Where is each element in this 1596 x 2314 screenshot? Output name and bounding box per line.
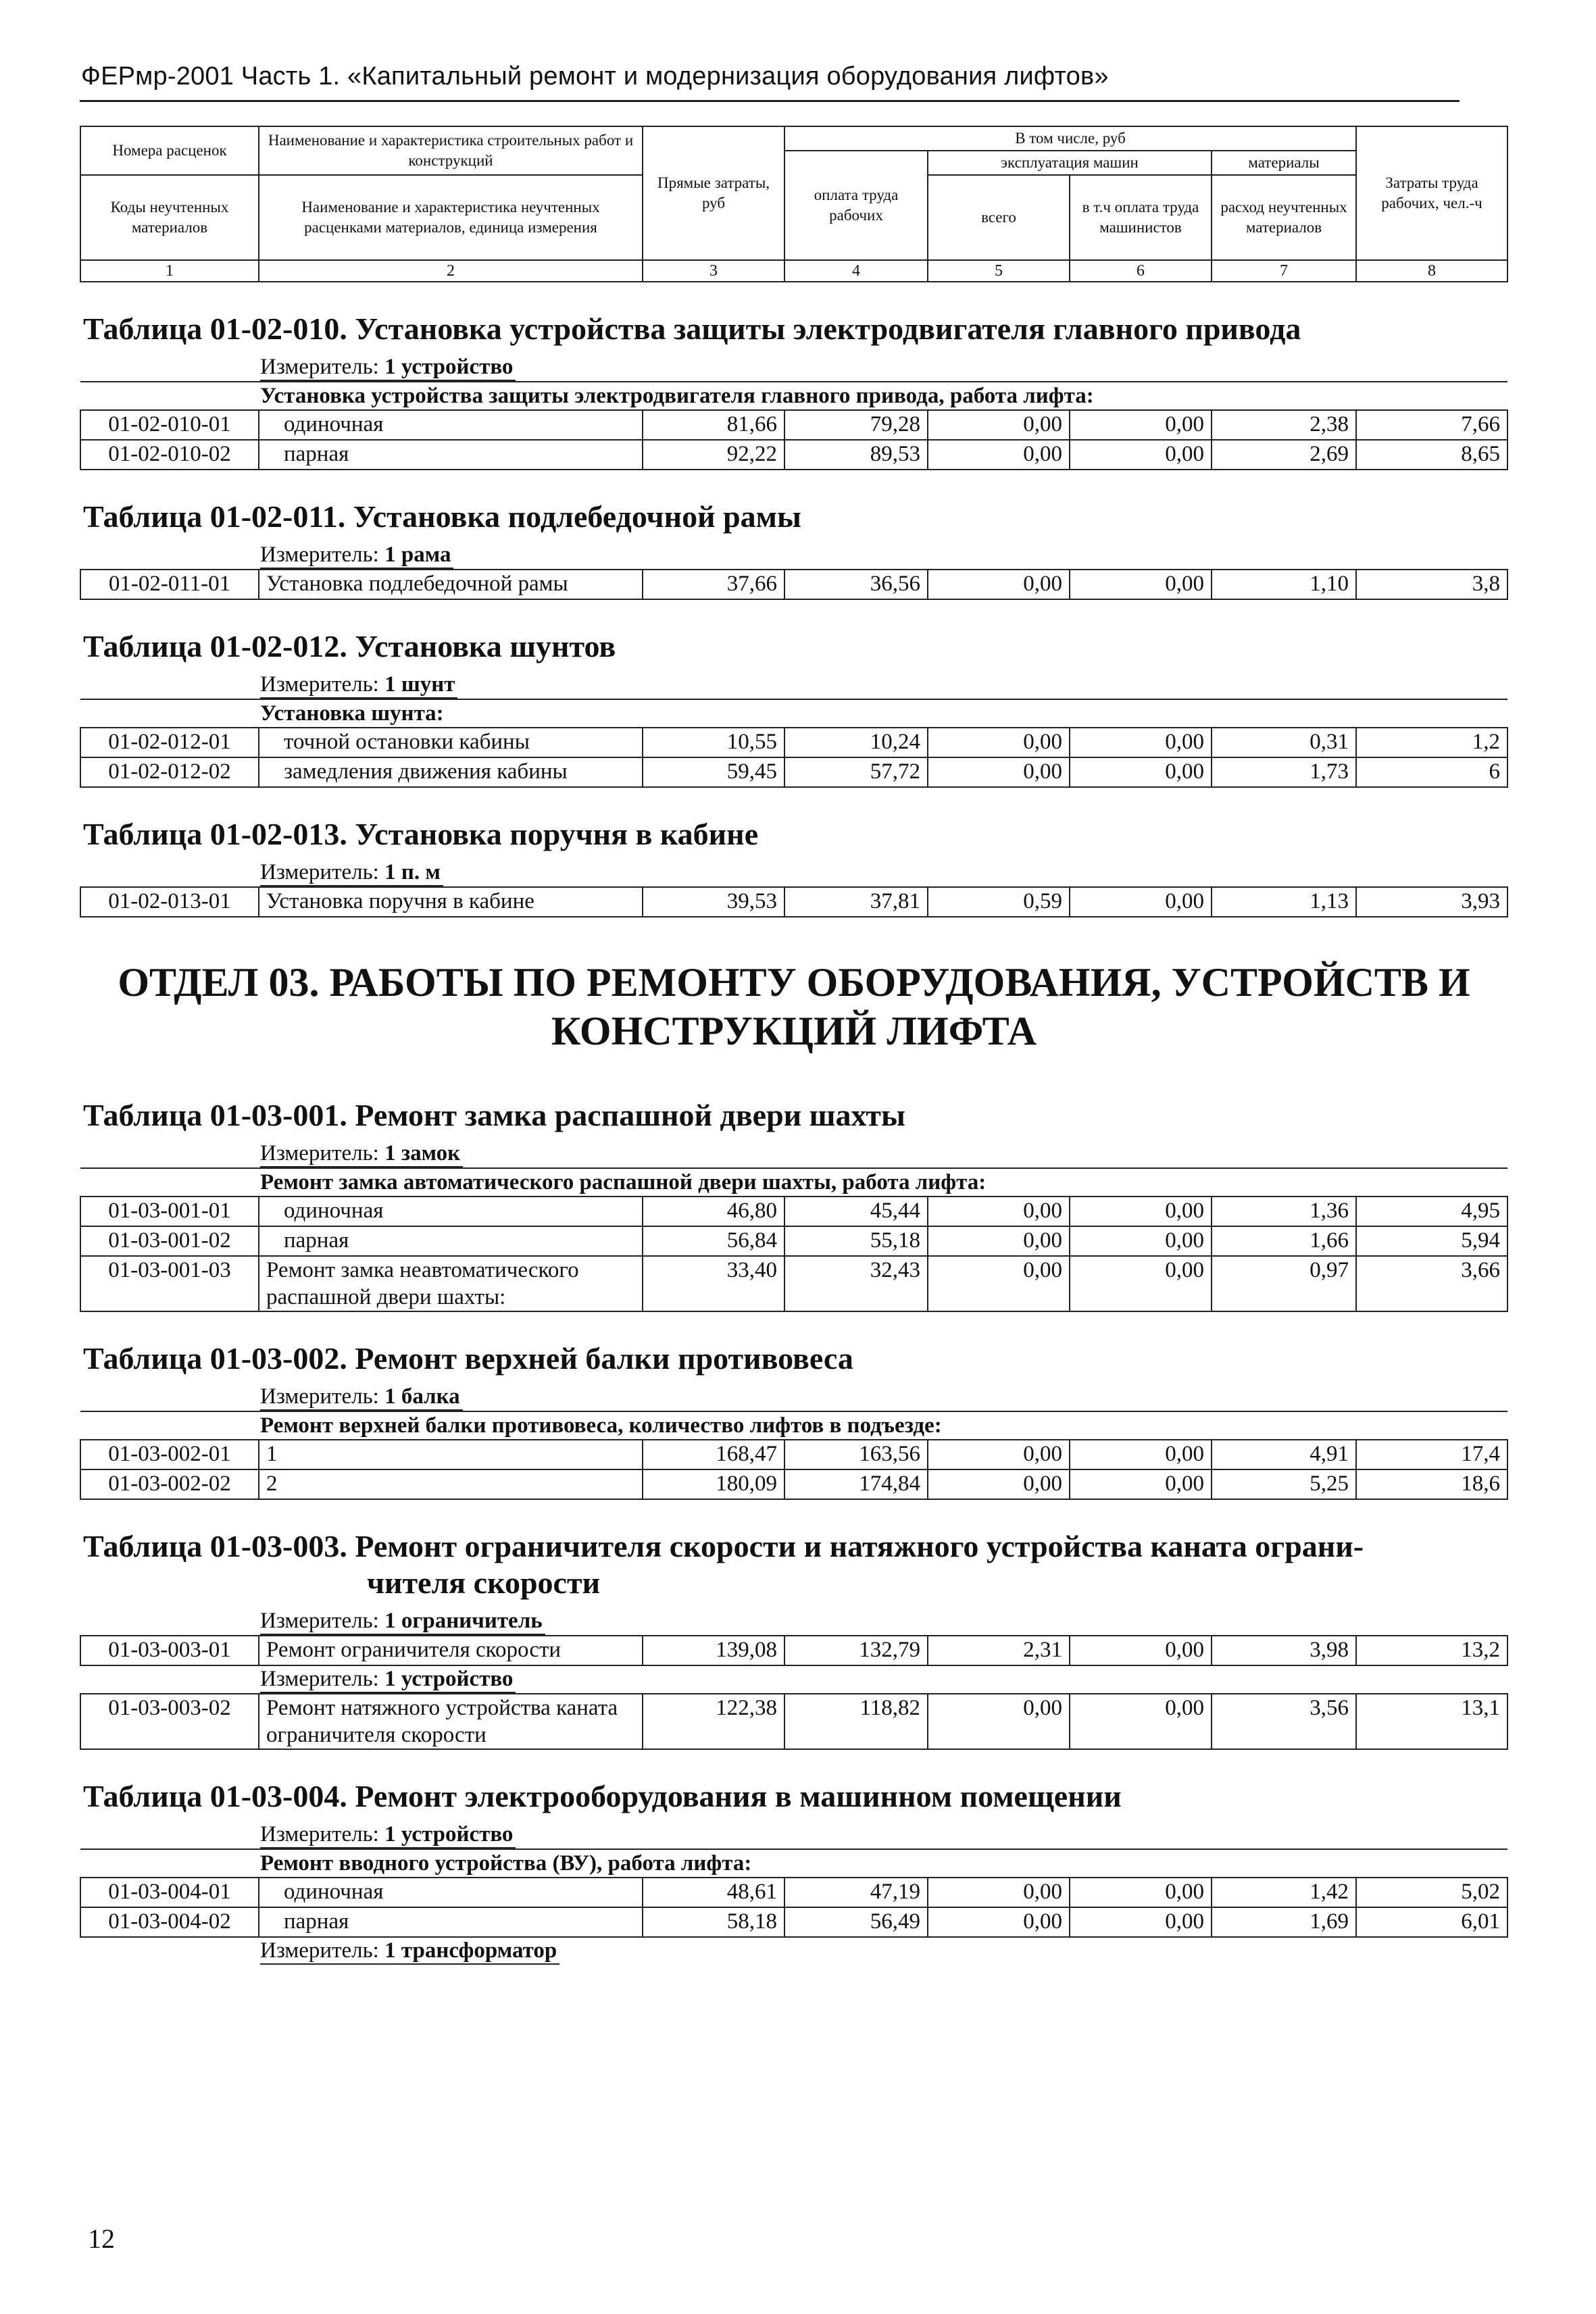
rate-code: 01-03-002-02 — [80, 1469, 259, 1499]
rate-name: парная — [259, 1226, 643, 1256]
direct-cost: 180,09 — [643, 1469, 784, 1499]
labor-hours: 3,93 — [1356, 887, 1507, 917]
machines-cost: 0,59 — [928, 887, 1070, 917]
wages-cost: 57,72 — [784, 757, 928, 787]
machines-cost: 0,00 — [928, 1694, 1070, 1749]
machines-cost: 0,00 — [928, 1226, 1070, 1256]
group-label: Ремонт верхней балки противовеса, количество лифтов в подъезде: — [80, 1411, 1507, 1440]
unit-cell — [80, 1821, 1507, 1849]
document-body — [80, 126, 1507, 1965]
table-row — [80, 1878, 1507, 1907]
machines-cost: 0,00 — [928, 1440, 1070, 1469]
machinist-wages: 0,00 — [1070, 1197, 1212, 1226]
unit-line — [260, 1140, 463, 1167]
group-label: Ремонт замка автоматического распашной двери шахты, работа лифта: — [80, 1168, 1507, 1197]
labor-hours: 8,65 — [1356, 440, 1507, 470]
department-row — [80, 917, 1507, 1069]
labor-hours: 6,01 — [1356, 1907, 1507, 1937]
col-materials-use: расход неучтенных материалов — [1212, 175, 1356, 260]
table-title-text: Таблица 01-03-001. Ремонт замка распашной двери шахты — [83, 1098, 905, 1132]
group-row — [80, 1168, 1507, 1197]
col-number: 7 — [1212, 260, 1356, 282]
unit-cell — [80, 1937, 1507, 1965]
materials-use: 3,98 — [1212, 1636, 1356, 1665]
rate-code: 01-03-001-01 — [80, 1197, 259, 1226]
machinist-wages: 0,00 — [1070, 570, 1212, 599]
rate-name: 1 — [259, 1440, 643, 1469]
unit-cell — [80, 542, 1507, 570]
rate-code: 01-03-004-02 — [80, 1907, 259, 1937]
machines-cost: 0,00 — [928, 410, 1070, 440]
table-title-row — [80, 1749, 1507, 1821]
labor-hours: 7,66 — [1356, 410, 1507, 440]
group-label: Ремонт вводного устройства (ВУ), работа лифта: — [80, 1849, 1507, 1878]
direct-cost: 81,66 — [643, 410, 784, 440]
direct-cost: 122,38 — [643, 1694, 784, 1749]
table-row — [80, 1636, 1507, 1665]
machines-cost: 2,31 — [928, 1636, 1070, 1665]
col-labor: Затраты труда рабочих, чел.-ч — [1356, 126, 1507, 260]
unit-cell — [80, 672, 1507, 699]
rate-name: Ремонт натяжного устройства каната ограничителя скорости — [259, 1694, 643, 1749]
unit-cell — [80, 1140, 1507, 1168]
unit-value: 1 замок — [384, 1141, 461, 1165]
machines-cost: 0,00 — [928, 757, 1070, 787]
col-incl: В том числе, руб — [784, 126, 1356, 151]
col-number: 6 — [1070, 260, 1212, 282]
unit-line — [260, 1938, 559, 1965]
col-number: 3 — [643, 260, 784, 282]
direct-cost: 59,45 — [643, 757, 784, 787]
machines-cost: 0,00 — [928, 1907, 1070, 1937]
table-title-row — [80, 1311, 1507, 1384]
table-row — [80, 1256, 1507, 1311]
rate-code: 01-03-003-02 — [80, 1694, 259, 1749]
direct-cost: 10,55 — [643, 728, 784, 757]
header-rule — [80, 100, 1460, 102]
wages-cost: 174,84 — [784, 1469, 928, 1499]
table-title-text: Таблица 01-02-012. Установка шунтов — [83, 629, 616, 663]
col-materials: материалы — [1212, 151, 1356, 175]
column-numbers — [80, 260, 1507, 282]
unit-value: 1 рама — [384, 543, 451, 567]
unit-value: 1 п. м — [384, 860, 441, 884]
wages-cost: 10,24 — [784, 728, 928, 757]
unit-label: Измеритель: — [260, 1384, 379, 1409]
rate-code: 01-03-001-03 — [80, 1256, 259, 1311]
rate-name: Ремонт ограничителя скорости — [259, 1636, 643, 1665]
unit-row — [80, 542, 1507, 570]
direct-cost: 168,47 — [643, 1440, 784, 1469]
rate-name: Установка подлебедочной рамы — [259, 570, 643, 599]
rate-name: 2 — [259, 1469, 643, 1499]
wages-cost: 118,82 — [784, 1694, 928, 1749]
direct-cost: 39,53 — [643, 887, 784, 917]
page-number: 12 — [88, 2223, 115, 2254]
machinist-wages: 0,00 — [1070, 1878, 1212, 1907]
machinist-wages: 0,00 — [1070, 1469, 1212, 1499]
table-title — [80, 787, 1507, 859]
rates-table — [80, 126, 1508, 1965]
unit-line — [260, 1821, 516, 1848]
machines-cost: 0,00 — [928, 728, 1070, 757]
unit-line — [260, 672, 457, 699]
unit-label: Измеритель: — [260, 1609, 379, 1633]
labor-hours: 6 — [1356, 757, 1507, 787]
unit-line — [260, 542, 453, 569]
running-title: ФЕРмр-2001 Часть 1. «Капитальный ремонт и модернизация оборудования лифтов» — [81, 62, 1109, 91]
table-title-text: Таблица 01-03-004. Ремонт электрооборудования в машинном помещении — [83, 1779, 1122, 1813]
table-title — [80, 470, 1507, 542]
rate-code: 01-03-004-01 — [80, 1878, 259, 1907]
materials-use: 2,69 — [1212, 440, 1356, 470]
table-row — [80, 1694, 1507, 1749]
wages-cost: 89,53 — [784, 440, 928, 470]
labor-hours: 13,2 — [1356, 1636, 1507, 1665]
rate-code: 01-02-010-01 — [80, 410, 259, 440]
materials-use: 1,69 — [1212, 1907, 1356, 1937]
rate-name: Установка поручня в кабине — [259, 887, 643, 917]
table-row — [80, 410, 1507, 440]
table-title-row — [80, 787, 1507, 859]
rate-code: 01-02-012-01 — [80, 728, 259, 757]
wages-cost: 32,43 — [784, 1256, 928, 1311]
table-title — [80, 1069, 1507, 1140]
unit-row — [80, 672, 1507, 699]
unit-row — [80, 859, 1507, 887]
rate-code: 01-02-012-02 — [80, 757, 259, 787]
table-title-text: Таблица 01-02-011. Установка подлебедочной рамы — [83, 499, 801, 534]
unit-row — [80, 354, 1507, 382]
rate-name: парная — [259, 440, 643, 470]
rate-name: одиночная — [259, 1878, 643, 1907]
rate-name: одиночная — [259, 1197, 643, 1226]
table-title-row — [80, 1499, 1507, 1608]
rate-code: 01-03-003-01 — [80, 1636, 259, 1665]
materials-use: 2,38 — [1212, 410, 1356, 440]
table-title — [80, 1311, 1507, 1384]
table-row — [80, 570, 1507, 599]
direct-cost: 139,08 — [643, 1636, 784, 1665]
rate-name: точной остановки кабины — [259, 728, 643, 757]
table-title — [80, 282, 1507, 354]
unit-cell — [80, 1608, 1507, 1636]
unit-label: Измеритель: — [260, 543, 379, 567]
direct-cost: 46,80 — [643, 1197, 784, 1226]
unit-label: Измеритель: — [260, 355, 379, 379]
table-row — [80, 1469, 1507, 1499]
group-row — [80, 699, 1507, 728]
col-machines-wages: в т.ч оплата труда машинистов — [1070, 175, 1212, 260]
table-row — [80, 887, 1507, 917]
rate-code: 01-02-013-01 — [80, 887, 259, 917]
unit-label: Измеритель: — [260, 672, 379, 697]
labor-hours: 3,8 — [1356, 570, 1507, 599]
rate-code: 01-03-001-02 — [80, 1226, 259, 1256]
machinist-wages: 0,00 — [1070, 410, 1212, 440]
machines-cost: 0,00 — [928, 1469, 1070, 1499]
rate-code: 01-03-002-01 — [80, 1440, 259, 1469]
unit-value: 1 трансформатор — [384, 1938, 557, 1963]
rate-code: 01-02-010-02 — [80, 440, 259, 470]
labor-hours: 5,94 — [1356, 1226, 1507, 1256]
unit-label: Измеритель: — [260, 1822, 379, 1846]
col-number: 5 — [928, 260, 1070, 282]
unit-value: 1 устройство — [384, 355, 514, 379]
group-row — [80, 1849, 1507, 1878]
table-row — [80, 1440, 1507, 1469]
unit-cell — [80, 1665, 1507, 1694]
table-row — [80, 1197, 1507, 1226]
table-row — [80, 728, 1507, 757]
group-label: Установка шунта: — [80, 699, 1507, 728]
machinist-wages: 0,00 — [1070, 887, 1212, 917]
materials-use: 0,97 — [1212, 1256, 1356, 1311]
table-title-text: Таблица 01-03-003. Ремонт ограничителя скорости и натяжного устройства каната ограни- — [83, 1529, 1364, 1563]
materials-use: 1,66 — [1212, 1226, 1356, 1256]
labor-hours: 4,95 — [1356, 1197, 1507, 1226]
materials-use: 4,91 — [1212, 1440, 1356, 1469]
machinist-wages: 0,00 — [1070, 728, 1212, 757]
machines-cost: 0,00 — [928, 1197, 1070, 1226]
col-machines-total: всего — [928, 175, 1070, 260]
rate-name: парная — [259, 1907, 643, 1937]
materials-use: 0,31 — [1212, 728, 1356, 757]
unit-line — [260, 859, 443, 886]
unit-row — [80, 1384, 1507, 1411]
machinist-wages: 0,00 — [1070, 1226, 1212, 1256]
wages-cost: 79,28 — [784, 410, 928, 440]
labor-hours: 5,02 — [1356, 1878, 1507, 1907]
direct-cost: 37,66 — [643, 570, 784, 599]
unit-line — [260, 1666, 516, 1693]
unit-cell — [80, 354, 1507, 382]
unit-label: Измеритель: — [260, 1667, 379, 1691]
materials-use: 1,73 — [1212, 757, 1356, 787]
unit-label: Измеритель: — [260, 860, 379, 884]
col-number: 4 — [784, 260, 928, 282]
unit-line — [260, 1608, 545, 1635]
col-code-bottom: Коды неучтенных материалов — [80, 175, 259, 260]
unit-line — [260, 354, 516, 381]
rate-name: Ремонт замка неавтоматического распашной двери шахты: — [259, 1256, 643, 1311]
wages-cost: 37,81 — [784, 887, 928, 917]
machines-cost: 0,00 — [928, 570, 1070, 599]
wages-cost: 163,56 — [784, 1440, 928, 1469]
unit-cell — [80, 1384, 1507, 1411]
table-title — [80, 1749, 1507, 1821]
materials-use: 5,25 — [1212, 1469, 1356, 1499]
table-title-row — [80, 470, 1507, 542]
table-title-row — [80, 1069, 1507, 1140]
materials-use: 1,13 — [1212, 887, 1356, 917]
group-row — [80, 382, 1507, 410]
materials-use: 1,36 — [1212, 1197, 1356, 1226]
unit-label: Измеритель: — [260, 1141, 379, 1165]
group-row — [80, 1411, 1507, 1440]
table-row — [80, 1907, 1507, 1937]
table-title-row — [80, 282, 1507, 354]
col-number: 8 — [1356, 260, 1507, 282]
table-header — [80, 126, 1507, 282]
wages-cost: 56,49 — [784, 1907, 928, 1937]
col-number: 1 — [80, 260, 259, 282]
machinist-wages: 0,00 — [1070, 1694, 1212, 1749]
unit-row — [80, 1937, 1507, 1965]
table-body — [80, 282, 1507, 1965]
table-title-continued: чителя скорости — [367, 1565, 601, 1600]
table-title-text: Таблица 01-03-002. Ремонт верхней балки противовеса — [83, 1341, 853, 1376]
wages-cost: 36,56 — [784, 570, 928, 599]
wages-cost: 132,79 — [784, 1636, 928, 1665]
machines-cost: 0,00 — [928, 440, 1070, 470]
col-wages: оплата труда рабочих — [784, 151, 928, 260]
col-machines: эксплуатация машин — [928, 151, 1212, 175]
materials-use: 3,56 — [1212, 1694, 1356, 1749]
machines-cost: 0,00 — [928, 1878, 1070, 1907]
table-title-text: Таблица 01-02-010. Установка устройства защиты электродвигателя главного привода — [83, 311, 1301, 346]
department-title: ОТДЕЛ 03. РАБОТЫ ПО РЕМОНТУ ОБОРУДОВАНИЯ, УСТРОЙСТВ И КОНСТРУКЦИЙ ЛИФТА — [118, 960, 1470, 1053]
machinist-wages: 0,00 — [1070, 757, 1212, 787]
col-name-top: Наименование и характеристика строительных работ и конструкций — [259, 126, 643, 175]
machinist-wages: 0,00 — [1070, 1907, 1212, 1937]
rate-name: замедления движения кабины — [259, 757, 643, 787]
unit-value: 1 устройство — [384, 1667, 514, 1691]
machinist-wages: 0,00 — [1070, 440, 1212, 470]
wages-cost: 55,18 — [784, 1226, 928, 1256]
col-direct: Прямые затраты, руб — [643, 126, 784, 260]
labor-hours: 17,4 — [1356, 1440, 1507, 1469]
group-label: Установка устройства защиты электродвигателя главного привода, работа лифта: — [80, 382, 1507, 410]
unit-value: 1 балка — [384, 1384, 460, 1409]
rate-code: 01-02-011-01 — [80, 570, 259, 599]
rate-name: одиночная — [259, 410, 643, 440]
unit-row — [80, 1665, 1507, 1694]
direct-cost: 48,61 — [643, 1878, 784, 1907]
table-row — [80, 440, 1507, 470]
table-row — [80, 757, 1507, 787]
direct-cost: 92,22 — [643, 440, 784, 470]
labor-hours: 13,1 — [1356, 1694, 1507, 1749]
unit-row — [80, 1608, 1507, 1636]
unit-label: Измеритель: — [260, 1938, 379, 1963]
labor-hours: 3,66 — [1356, 1256, 1507, 1311]
machines-cost: 0,00 — [928, 1256, 1070, 1311]
col-name-bottom: Наименование и характеристика неучтенных расценками материалов, единица измерения — [259, 175, 643, 260]
unit-cell — [80, 859, 1507, 887]
machinist-wages: 0,00 — [1070, 1256, 1212, 1311]
direct-cost: 58,18 — [643, 1907, 784, 1937]
col-number: 2 — [259, 260, 643, 282]
table-row — [80, 1226, 1507, 1256]
materials-use: 1,10 — [1212, 570, 1356, 599]
direct-cost: 56,84 — [643, 1226, 784, 1256]
machinist-wages: 0,00 — [1070, 1636, 1212, 1665]
labor-hours: 1,2 — [1356, 728, 1507, 757]
col-code-top: Номера расценок — [80, 126, 259, 175]
wages-cost: 47,19 — [784, 1878, 928, 1907]
unit-row — [80, 1821, 1507, 1849]
unit-row — [80, 1140, 1507, 1168]
wages-cost: 45,44 — [784, 1197, 928, 1226]
table-title-text: Таблица 01-02-013. Установка поручня в кабине — [83, 817, 759, 851]
table-title — [80, 599, 1507, 672]
unit-value: 1 устройство — [384, 1822, 514, 1846]
materials-use: 1,42 — [1212, 1878, 1356, 1907]
unit-value: 1 ограничитель — [384, 1609, 543, 1633]
table-title-row — [80, 599, 1507, 672]
machinist-wages: 0,00 — [1070, 1440, 1212, 1469]
labor-hours: 18,6 — [1356, 1469, 1507, 1499]
unit-value: 1 шунт — [384, 672, 455, 697]
unit-line — [260, 1384, 463, 1411]
table-title — [80, 1499, 1507, 1608]
direct-cost: 33,40 — [643, 1256, 784, 1311]
